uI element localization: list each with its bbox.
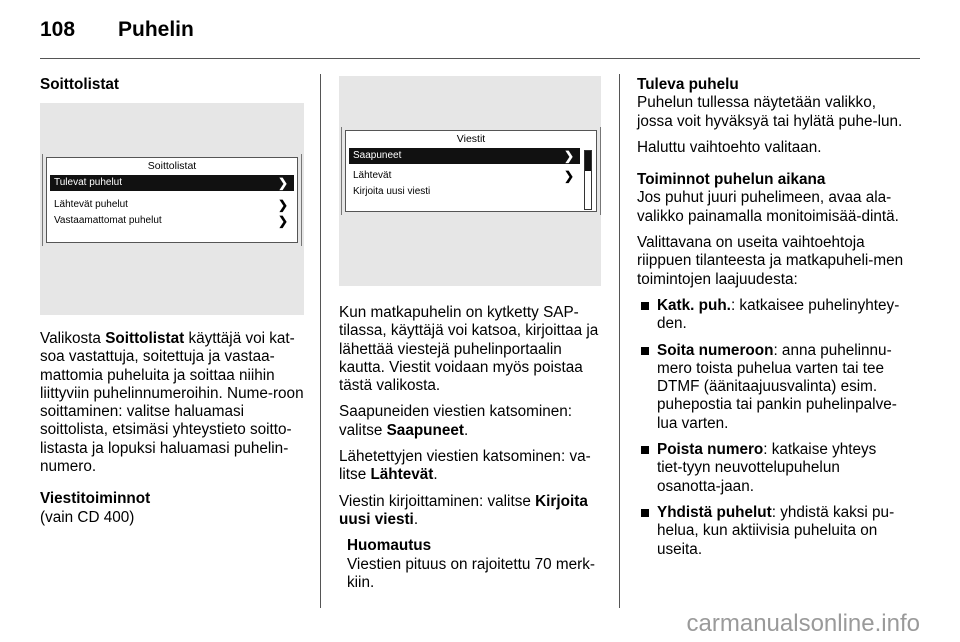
- chevron-right-icon: ❯: [277, 176, 288, 190]
- menu-item-lahtevat-puhelut[interactable]: [50, 197, 294, 213]
- text: .: [463, 421, 469, 439]
- chevron-right-icon: ❯: [277, 214, 288, 228]
- bullet-square-icon: [641, 446, 649, 454]
- note-text: Viestien pituus on rajoitettu 70 merk-kiin.: [347, 555, 595, 591]
- paragraph: Kun matkapuhelin on kytketty SAP-tilassa, käyttäjä voi katsoa, kirjoittaa ja lähettää viestejä puhelinportaalin kautta. Viestit voidaan myös poistaa tästä valikosta.: [339, 304, 599, 395]
- left-column-text: [40, 330, 308, 535]
- paragraph-cd400: (vain CD 400): [40, 508, 135, 526]
- section-heading-tuleva-puhelu: Tuleva puhelu: [637, 76, 739, 93]
- paragraph: Haluttu vaihtoehto valitaan.: [637, 138, 822, 156]
- column-divider-right: [619, 74, 620, 608]
- bold-term: Yhdistä puhelut: [657, 503, 772, 521]
- menu-item-tulevat-puhelut[interactable]: [50, 175, 294, 191]
- section-heading-soittolistat: Soittolistat: [40, 76, 120, 93]
- list-item: [637, 441, 905, 496]
- bold-term: Soita numeroon: [657, 341, 774, 359]
- text: : yhdistä kaksi pu-helua, kun aktiivisia puheluita on useita.: [657, 503, 895, 558]
- list-item: [637, 342, 905, 433]
- menu-item-label: Saapuneet: [353, 150, 402, 161]
- watermark: carmanualsonline.info: [686, 610, 920, 637]
- paragraph: Jos puhut juuri puhelimeen, avaa ala-valikko painamalla monitoimisää-dintä.: [637, 189, 899, 225]
- column-divider-left: [320, 74, 321, 608]
- menu-soittolistat: [46, 157, 298, 243]
- menu-item-label: Vastaamattomat puhelut: [54, 215, 162, 226]
- bold-term: Poista numero: [657, 441, 764, 459]
- text: : katkaise yhteys tiet-tyyn neuvottelupuhelun osanotta-jaan.: [657, 441, 877, 495]
- options-list: [637, 297, 905, 559]
- left-column: [40, 76, 308, 94]
- text: käyttäjä voi kat-soa vastattuja, soitettuja ja vastaa-mattomia puheluita ja soittaa niihin liittyviin puhelinnumeroihin. Nume-roon soittaminen: valitse haluamasi soittolista, etsimäsi yhteystieto soitto-listasta ja lopuksi haluamasi puhelin-numero.: [40, 330, 304, 476]
- list-item: [637, 297, 905, 334]
- bullet-square-icon: [641, 509, 649, 517]
- text: Viestin kirjoittaminen: valitse: [339, 492, 536, 510]
- text: .: [433, 466, 438, 484]
- section-heading-toiminnot: Toiminnot puhelun aikana: [637, 171, 826, 189]
- menu-frame-left: [42, 154, 43, 246]
- menu-title: Soittolistat: [147, 160, 197, 172]
- menu-item-label: Kirjoita uusi viesti: [353, 186, 431, 197]
- menu-item-lahtevat[interactable]: [349, 168, 580, 184]
- menu-frame-left: [341, 127, 342, 215]
- header-rule: [40, 58, 920, 59]
- bold-term: Lähtevät: [370, 466, 434, 484]
- paragraph: [339, 448, 607, 485]
- paragraph: Valittavana on useita vaihtoehtoja riippuen tilanteesta ja matkapuheli-men toimintojen laajuudesta:: [637, 234, 904, 288]
- right-column: [637, 76, 905, 567]
- screenshot-viestit: [339, 76, 601, 286]
- menu-viestit: [345, 130, 597, 212]
- menu-item-label: Lähtevät puhelut: [54, 199, 128, 210]
- menu-frame-right: [301, 154, 302, 246]
- bullet-square-icon: [641, 347, 649, 355]
- paragraph: [40, 330, 308, 476]
- menu-title: Viestit: [456, 133, 486, 145]
- note-heading: Huomautus: [347, 537, 432, 555]
- text: Lähetettyjen viestien katsominen: va-litse: [339, 448, 591, 484]
- menu-item-kirjoita-uusi-viesti[interactable]: [349, 184, 580, 200]
- bullet-square-icon: [641, 302, 649, 310]
- paragraph: [339, 403, 607, 440]
- paragraph: Puhelun tullessa näytetään valikko, jossa voit hyväksyä tai hylätä puhe-lun.: [637, 94, 903, 130]
- menu-frame-right: [600, 127, 601, 215]
- page-number: 108: [40, 18, 76, 41]
- bold-term: Soittolistat: [105, 330, 185, 347]
- menu-item-label: Lähtevät: [353, 170, 392, 181]
- middle-column-text: [339, 304, 607, 600]
- text: Saapuneiden viestien katsominen: valitse: [339, 403, 573, 439]
- text: : katkaisee puhelinyhtey-den.: [657, 296, 900, 333]
- section-heading-viestitoiminnot: Viestitoiminnot: [40, 490, 151, 508]
- scrollbar-thumb[interactable]: [585, 151, 591, 171]
- screenshot-soittolistat: [40, 103, 304, 315]
- paragraph: [339, 493, 607, 530]
- text: .: [413, 510, 419, 528]
- chevron-right-icon: ❯: [563, 169, 574, 183]
- menu-item-label: Tulevat puhelut: [54, 177, 123, 188]
- menu-item-saapuneet[interactable]: [349, 148, 580, 164]
- page-title: Puhelin: [118, 18, 194, 41]
- bold-term: Saapuneet: [386, 421, 464, 439]
- text: : anna puhelinnu-mero toista puhelua varten tai tee DTMF (äänitaajuusvalinta) esim. puhepostia tai pankin puhelinpalve-lua varten.: [657, 341, 897, 432]
- chevron-right-icon: ❯: [277, 198, 288, 212]
- note-box: [339, 537, 607, 592]
- menu-item-vastaamattomat-puhelut[interactable]: [50, 213, 294, 229]
- text: Valikosta: [40, 330, 106, 347]
- list-item: [637, 504, 905, 559]
- bold-term: Kirjoita uusi viesti: [339, 492, 588, 528]
- bold-term: Katk. puh.: [657, 296, 731, 314]
- chevron-right-icon: ❯: [563, 149, 574, 163]
- menu-scrollbar[interactable]: [584, 150, 592, 210]
